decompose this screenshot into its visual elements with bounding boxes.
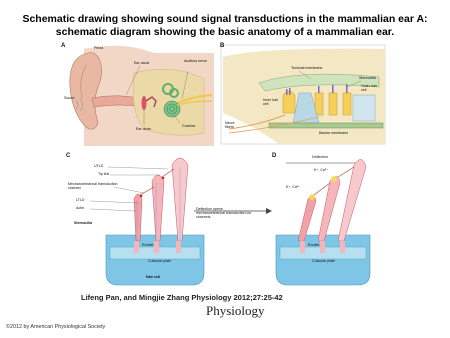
pinna-label: Pinna — [94, 46, 104, 50]
journal-logo: Physiology — [206, 303, 265, 318]
panel-c-letter: C — [66, 153, 71, 159]
rootlet-label-c: Rootlet — [142, 243, 154, 247]
stereocilia-label-b: Stereocilia — [359, 76, 376, 80]
actin-label: Actin — [76, 206, 84, 210]
stereocilium-short — [134, 194, 142, 241]
mechanoelectrical-label: Mechanoelectrical transduction channel — [68, 182, 118, 190]
auditory-nerve-label: Auditory nerve — [184, 59, 208, 63]
basilar-membrane-label: Basilar membrane — [319, 131, 349, 135]
figure-citation: Lifeng Pan, and Mingjie Zhang Physiology 2012;27:25-42 — [81, 293, 283, 302]
hair-cell-label: Hair cell — [146, 275, 160, 279]
ear-drum-label: Ear drum — [136, 127, 151, 131]
stereocilia-label-c: Stereocilia — [74, 221, 93, 225]
sound-label: Sound — [64, 96, 75, 100]
panel-a — [61, 43, 216, 146]
ltld-label: LTLD — [76, 198, 85, 202]
pinna-shape — [70, 53, 102, 130]
ear-canal-label: Ear canal — [134, 61, 150, 65]
tip-link-1 — [140, 187, 154, 195]
panel-a-letter: A — [61, 43, 66, 49]
copyright-notice: ©2012 by American Physiological Society — [6, 324, 106, 330]
panel-d-letter: D — [272, 153, 277, 159]
tip-link-2 — [162, 169, 174, 177]
deflection-label: Deflection — [312, 155, 328, 159]
panel-b — [219, 43, 387, 146]
cochlea-label: Cochlea — [182, 124, 196, 128]
organ-of-corti-illustration — [219, 43, 387, 146]
stereocilium-middle — [152, 175, 164, 241]
hair-bundle-deflected-illustration — [262, 151, 382, 291]
tectorial-membrane-label: Tectorial membrane — [291, 66, 323, 70]
panel-c — [64, 151, 252, 291]
deflection-note: Deflection opens mechanoelectrical transduction ion channels — [196, 207, 252, 219]
figure-title: Schematic drawing showing sound signal transductions in the mammalian ear A: schematic diagram showing the basic anatomy of a mammalian ear. — [22, 13, 428, 38]
panel-d — [262, 151, 382, 291]
cochlea-shape — [164, 101, 180, 117]
inner-hair-cell-label: Inner hair cell — [263, 98, 279, 106]
cuticular-plate-label-d: Cuticular plate — [312, 259, 335, 263]
cuticular-plate-label-c: Cuticular plate — [148, 259, 171, 263]
utld-label: UTLD — [94, 164, 104, 168]
ear-drum-shape — [142, 96, 147, 110]
rootlet-label-d: Rootlet — [308, 243, 320, 247]
tip-link-label: Tip link — [98, 172, 110, 176]
outer-hair-cell-label: Outer hair cell — [361, 84, 377, 92]
ions-top-label: K⁺, Ca²⁺ — [314, 168, 328, 172]
ions-left-label: K⁺, Ca²⁺ — [286, 185, 300, 189]
nerve-fibers-label: Nerve fibers — [225, 121, 235, 129]
panel-b-letter: B — [220, 43, 225, 49]
